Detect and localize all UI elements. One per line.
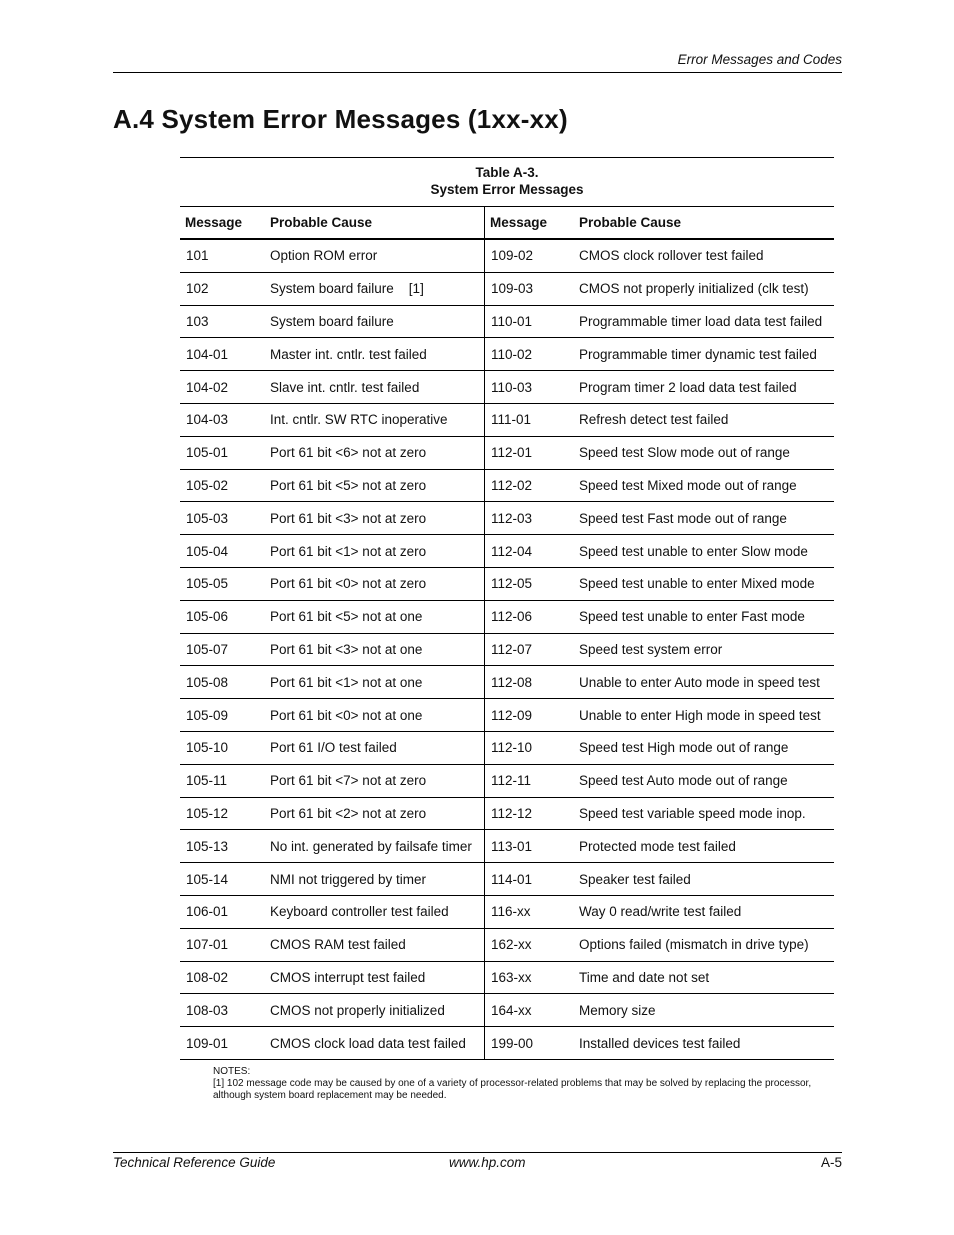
message-code-cell: 112-06 [485,600,574,633]
notes-heading: NOTES: [213,1066,251,1077]
probable-cause-cell: Options failed (mismatch in drive type) [573,928,834,961]
column-header-message: Message [180,207,264,239]
message-code-cell: 112-10 [485,731,574,764]
table-caption [180,157,834,207]
message-code-cell: 112-07 [485,633,574,666]
table-row [180,830,834,863]
table-row [180,469,834,502]
header-divider [113,72,842,73]
message-code-cell: 110-03 [485,371,574,404]
probable-cause-cell: Speed test Slow mode out of range [573,436,834,469]
probable-cause-cell: Speaker test failed [573,863,834,896]
table-row [180,600,834,633]
probable-cause-cell: Port 61 bit <1> not at zero [264,535,485,568]
table-row [180,633,834,666]
message-code-cell: 112-02 [485,469,574,502]
message-code-cell: 105-04 [180,535,264,568]
table-row [180,272,834,305]
probable-cause-cell: Speed test unable to enter Fast mode [573,600,834,633]
message-code-cell: 109-02 [485,239,574,272]
message-code-cell: 105-14 [180,863,264,896]
probable-cause-cell: Installed devices test failed [573,1027,834,1060]
message-code-cell: 112-11 [485,764,574,797]
probable-cause-cell: Memory size [573,994,834,1027]
message-code-cell: 112-04 [485,535,574,568]
table-row [180,895,834,928]
message-code-cell: 105-11 [180,764,264,797]
probable-cause-cell: Speed test system error [573,633,834,666]
table-notes [213,1066,813,1102]
table-caption-title: System Error Messages [430,182,584,197]
page-title: A.4 System Error Messages (1xx-xx) [113,104,568,134]
table-row [180,699,834,732]
footer-document-title: Technical Reference Guide [113,1155,276,1170]
message-code-cell: 104-03 [180,403,264,436]
table-row [180,764,834,797]
probable-cause-cell: Port 61 bit <6> not at zero [264,436,485,469]
probable-cause-cell: CMOS not properly initialized (clk test) [573,272,834,305]
probable-cause-cell: Refresh detect test failed [573,403,834,436]
message-code-cell: 111-01 [485,403,574,436]
column-header-probable-cause: Probable Cause [573,207,834,239]
message-code-cell: 199-00 [485,1027,574,1060]
probable-cause-cell: Way 0 read/write test failed [573,895,834,928]
message-code-cell: 105-13 [180,830,264,863]
probable-cause-cell: Protected mode test failed [573,830,834,863]
message-code-cell: 105-03 [180,502,264,535]
probable-cause-cell: Port 61 bit <3> not at one [264,633,485,666]
probable-cause-cell: Port 61 bit <3> not at zero [264,502,485,535]
probable-cause-cell: CMOS interrupt test failed [264,961,485,994]
message-code-cell: 164-xx [485,994,574,1027]
running-header: Error Messages and Codes [677,52,842,67]
table-row [180,567,834,600]
probable-cause-cell: Port 61 bit <7> not at zero [264,764,485,797]
message-code-cell: 108-03 [180,994,264,1027]
table-row [180,961,834,994]
message-code-cell: 105-10 [180,731,264,764]
probable-cause-cell: Speed test unable to enter Slow mode [573,535,834,568]
probable-cause-cell: Programmable timer dynamic test failed [573,338,834,371]
probable-cause-cell: Speed test Fast mode out of range [573,502,834,535]
message-code-cell: 116-xx [485,895,574,928]
table-row [180,535,834,568]
message-code-cell: 105-12 [180,797,264,830]
probable-cause-cell: Port 61 bit <0> not at zero [264,567,485,600]
column-header-probable-cause: Probable Cause [264,207,485,239]
probable-cause-cell: Port 61 bit <5> not at one [264,600,485,633]
table-row [180,239,834,272]
message-code-cell: 105-02 [180,469,264,502]
message-code-cell: 108-02 [180,961,264,994]
probable-cause-cell: Speed test variable speed mode inop. [573,797,834,830]
probable-cause-cell: Int. cntlr. SW RTC inoperative [264,403,485,436]
message-code-cell: 105-07 [180,633,264,666]
table-row [180,305,834,338]
probable-cause-cell: Time and date not set [573,961,834,994]
message-code-cell: 163-xx [485,961,574,994]
message-code-cell: 110-02 [485,338,574,371]
table-header-row [180,207,834,239]
message-code-cell: 106-01 [180,895,264,928]
message-code-cell: 112-09 [485,699,574,732]
message-code-cell: 113-01 [485,830,574,863]
probable-cause-cell: Unable to enter High mode in speed test [573,699,834,732]
message-code-cell: 105-08 [180,666,264,699]
message-code-cell: 109-01 [180,1027,264,1060]
probable-cause-cell: Speed test High mode out of range [573,731,834,764]
message-code-cell: 105-06 [180,600,264,633]
probable-cause-cell: Program timer 2 load data test failed [573,371,834,404]
message-code-cell: 102 [180,272,264,305]
message-code-cell: 112-08 [485,666,574,699]
probable-cause-cell: CMOS clock rollover test failed [573,239,834,272]
error-table [180,207,834,1060]
table-row [180,666,834,699]
table-row [180,1027,834,1060]
table-row [180,928,834,961]
error-table-container [180,157,834,1060]
table-row [180,338,834,371]
message-code-cell: 112-01 [485,436,574,469]
column-header-message: Message [485,207,574,239]
probable-cause-cell: Keyboard controller test failed [264,895,485,928]
table-row [180,436,834,469]
message-code-cell: 112-05 [485,567,574,600]
probable-cause-cell: Programmable timer load data test failed [573,305,834,338]
message-code-cell: 105-09 [180,699,264,732]
probable-cause-cell: System board failure [264,305,485,338]
message-code-cell: 107-01 [180,928,264,961]
probable-cause-cell: CMOS RAM test failed [264,928,485,961]
message-code-cell: 105-05 [180,567,264,600]
note-item: [1] 102 message code may be caused by one of a variety of processor-related problems that may be solved by replacing the processor, although system board replacement may be needed. [213,1078,812,1101]
table-row [180,863,834,896]
probable-cause-cell: Port 61 bit <1> not at one [264,666,485,699]
probable-cause-cell: Port 61 bit <2> not at zero [264,797,485,830]
footer-website: www.hp.com [449,1155,526,1170]
message-code-cell: 101 [180,239,264,272]
table-row [180,994,834,1027]
message-code-cell: 104-02 [180,371,264,404]
probable-cause-cell: Slave int. cntlr. test failed [264,371,485,404]
probable-cause-cell: Port 61 bit <0> not at one [264,699,485,732]
table-row [180,797,834,830]
table-row [180,731,834,764]
probable-cause-cell: System board failure [1] [264,272,485,305]
message-code-cell: 110-01 [485,305,574,338]
probable-cause-cell: Speed test Auto mode out of range [573,764,834,797]
probable-cause-cell: No int. generated by failsafe timer [264,830,485,863]
footer-page-number: A-5 [820,1155,842,1170]
message-code-cell: 162-xx [485,928,574,961]
probable-cause-cell: Speed test unable to enter Mixed mode [573,567,834,600]
footer-divider [113,1152,842,1153]
table-row [180,502,834,535]
message-code-cell: 109-03 [485,272,574,305]
probable-cause-cell: CMOS not properly initialized [264,994,485,1027]
probable-cause-cell: Master int. cntlr. test failed [264,338,485,371]
message-code-cell: 112-03 [485,502,574,535]
message-code-cell: 104-01 [180,338,264,371]
message-code-cell: 114-01 [485,863,574,896]
message-code-cell: 103 [180,305,264,338]
probable-cause-cell: NMI not triggered by timer [264,863,485,896]
probable-cause-cell: Speed test Mixed mode out of range [573,469,834,502]
message-code-cell: 105-01 [180,436,264,469]
table-row [180,403,834,436]
table-caption-number: Table A-3. [475,165,539,180]
table-body [180,239,834,1059]
probable-cause-cell: CMOS clock load data test failed [264,1027,485,1060]
probable-cause-cell: Unable to enter Auto mode in speed test [573,666,834,699]
message-code-cell: 112-12 [485,797,574,830]
table-row [180,371,834,404]
probable-cause-cell: Option ROM error [264,239,485,272]
probable-cause-cell: Port 61 bit <5> not at zero [264,469,485,502]
probable-cause-cell: Port 61 I/O test failed [264,731,485,764]
